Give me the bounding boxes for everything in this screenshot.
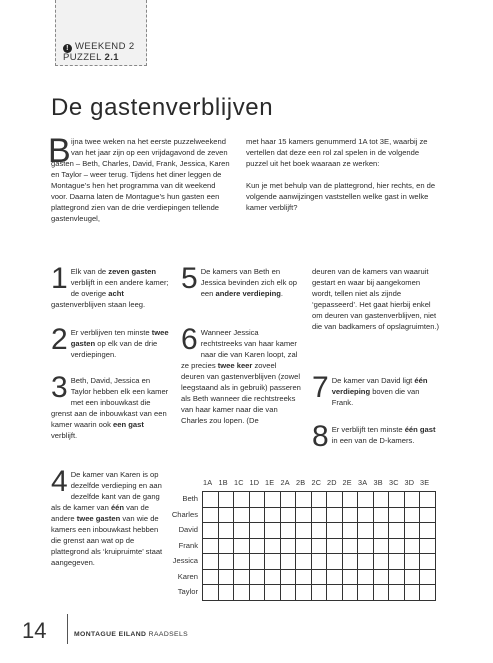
grid-cell[interactable] <box>296 492 312 508</box>
grid-cell[interactable] <box>280 523 296 539</box>
clue-3: 3 Beth, David, Jessica en Taylor hebben elk een kamer met een inbouwkast die grenst aan de inbouwkast van een kamer waarin ook een gast verblijft. <box>51 371 169 440</box>
intro-dropcap: B <box>48 132 71 170</box>
grid-cell[interactable] <box>265 569 281 585</box>
intro-paragraph-3: Kun je met behulp van de plattegrond, hier rechts, en de volgende aanwijzingen vaststellen welke gast in welke kamer verblijft? <box>246 181 436 212</box>
grid-cell[interactable] <box>265 538 281 554</box>
puzzle-tag-number: PUZZEL 2.1 <box>63 52 119 63</box>
clue-1-number: 1 <box>51 262 68 295</box>
grid-col-header: 1C <box>234 478 244 487</box>
grid-cell[interactable] <box>342 507 358 523</box>
footer-label: MONTAGUE EILAND RAADSELS <box>74 631 189 638</box>
grid-cell[interactable] <box>404 507 420 523</box>
grid-cell[interactable] <box>420 507 436 523</box>
grid-cell[interactable] <box>358 507 374 523</box>
grid-col-header: 3D <box>404 478 415 487</box>
grid-row-label: David <box>178 525 198 534</box>
grid-cell[interactable] <box>203 523 219 539</box>
grid-cell[interactable] <box>234 523 250 539</box>
info-icon: ! <box>63 44 72 53</box>
grid-cell[interactable] <box>404 569 420 585</box>
grid-cell[interactable] <box>373 538 389 554</box>
grid-cell[interactable] <box>358 554 374 570</box>
grid-cell[interactable] <box>280 569 296 585</box>
grid-cell[interactable] <box>203 554 219 570</box>
clue-8: 8 Er verblijft ten minste één gast in een van de D-kamers. <box>312 420 436 453</box>
grid-cell[interactable] <box>327 585 343 601</box>
grid-cell[interactable] <box>218 585 234 601</box>
grid-cell[interactable] <box>280 554 296 570</box>
grid-cell[interactable] <box>373 523 389 539</box>
grid-cell[interactable] <box>327 569 343 585</box>
grid-cell[interactable] <box>404 585 420 601</box>
intro-paragraph-2: met haar 15 kamers genummerd 1A tot 3E, waarbij ze vertellen dat deze een rol zal spelen in de volgende puzzel uit het boek waaraan ze werken: <box>246 137 428 168</box>
grid-cell[interactable] <box>218 523 234 539</box>
clue-8-number: 8 <box>312 420 329 453</box>
grid-row-label: Frank <box>178 540 198 550</box>
page-number: 14 <box>22 618 47 643</box>
footer-divider <box>67 614 68 644</box>
grid-cell[interactable] <box>249 507 265 523</box>
clue-6-continued: deuren van de kamers van waaruit gestart en waar bij aangekomen wordt, tellen niet als zijnde ‘gepasseerd’. Het gaat hierbij enkel om deuren van gastenverblijven, niet die van badkamers of opslagruimten.) <box>312 267 440 331</box>
grid-cell[interactable] <box>280 492 296 508</box>
grid-cell[interactable] <box>311 585 327 601</box>
grid-cell[interactable] <box>327 507 343 523</box>
grid-cell[interactable] <box>265 492 281 508</box>
grid-cell[interactable] <box>249 492 265 508</box>
grid-cell[interactable] <box>342 523 358 539</box>
grid-cell[interactable] <box>234 585 250 601</box>
grid-cell[interactable] <box>280 538 296 554</box>
grid-col-header: 2A <box>280 478 290 487</box>
grid-cell[interactable] <box>389 523 405 539</box>
grid-cell[interactable] <box>404 492 420 508</box>
grid-cell[interactable] <box>389 538 405 554</box>
clue-6-number: 6 <box>181 323 198 356</box>
grid-cell[interactable] <box>358 569 374 585</box>
grid-cell[interactable] <box>249 523 265 539</box>
grid-cell[interactable] <box>203 492 219 508</box>
grid-cell[interactable] <box>234 554 250 570</box>
clue-2: 2 Er verblijven ten minste twee gasten op elk van de drie verdiepingen. <box>51 323 169 359</box>
grid-cell[interactable] <box>265 585 281 601</box>
clue-3-number: 3 <box>51 371 68 404</box>
clue-7-number: 7 <box>312 371 329 404</box>
grid-row <box>203 523 436 539</box>
grid-cell[interactable] <box>311 507 327 523</box>
grid-row-label: Taylor <box>177 587 198 596</box>
grid-col-header: 1A <box>203 478 213 487</box>
grid-cell[interactable] <box>218 538 234 554</box>
grid-cell[interactable] <box>234 492 250 508</box>
grid-row-label: Charles <box>171 509 198 519</box>
puzzle-tag <box>55 0 147 66</box>
clue-4: 4 De kamer van Karen is op dezelfde verdieping en aan dezelfde kant van de gang als de kamer van één van de andere twee gasten van wie de kamers een inbouwkast hebben die grenst aan wat op de plattegrond als ‘kruipruimte’ staat aangegeven. <box>51 465 163 567</box>
grid-cell[interactable] <box>234 538 250 554</box>
grid-cell[interactable] <box>373 507 389 523</box>
grid-col-header: 1B <box>218 478 228 487</box>
grid-cell[interactable] <box>389 507 405 523</box>
grid-cell[interactable] <box>342 492 358 508</box>
grid-col-header: 2C <box>311 478 322 487</box>
grid-cell[interactable] <box>311 523 327 539</box>
grid-cell[interactable] <box>404 554 420 570</box>
grid-row <box>203 507 436 523</box>
grid-cell[interactable] <box>358 492 374 508</box>
grid-cell[interactable] <box>342 554 358 570</box>
grid-col-header: 3A <box>358 478 368 487</box>
grid-cell[interactable] <box>358 585 374 601</box>
grid-cell[interactable] <box>203 569 219 585</box>
grid-row <box>203 554 436 570</box>
grid-cell[interactable] <box>296 538 312 554</box>
grid-cell[interactable] <box>342 538 358 554</box>
grid-col-header: 3E <box>420 478 430 487</box>
grid-cell[interactable] <box>389 554 405 570</box>
grid-cell[interactable] <box>420 569 436 585</box>
grid-col-header: 3B <box>373 478 383 487</box>
grid-row <box>203 538 436 554</box>
grid-col-header: 2B <box>296 478 306 487</box>
intro-column-1 <box>51 136 234 224</box>
grid-cell[interactable] <box>327 523 343 539</box>
grid-cell[interactable] <box>389 492 405 508</box>
grid-cell[interactable] <box>404 523 420 539</box>
clue-5: 5 De kamers van Beth en Jessica bevinden zich elk op een andere verdieping. <box>181 262 297 298</box>
grid-cell[interactable] <box>280 507 296 523</box>
grid-cell[interactable] <box>311 554 327 570</box>
grid-cell[interactable] <box>249 569 265 585</box>
grid-cell[interactable] <box>249 554 265 570</box>
grid-cell[interactable] <box>358 523 374 539</box>
grid-col-header: 1D <box>249 478 260 487</box>
grid-cell[interactable] <box>218 554 234 570</box>
clue-6: 6 Wanneer Jessica rechtstreeks van haar kamer naar die van Karen loopt, zal ze precies twee keer zoveel deuren van gastenverblijven (zowel leegstaand als in gebruik) passeren als Beth wanneer die rechtstreeks van haar kamer naar die van Charles zou lopen. (De <box>181 323 301 425</box>
grid-row-label: Karen <box>177 571 198 581</box>
grid-cell[interactable] <box>420 492 436 508</box>
grid-cell[interactable] <box>296 523 312 539</box>
grid-cell[interactable] <box>420 554 436 570</box>
grid-cell[interactable] <box>296 554 312 570</box>
grid-cell[interactable] <box>218 492 234 508</box>
grid-cell[interactable] <box>218 569 234 585</box>
grid-cell[interactable] <box>342 585 358 601</box>
grid-row <box>203 492 436 508</box>
clue-4-number: 4 <box>51 465 68 498</box>
grid-cell[interactable] <box>420 538 436 554</box>
grid-cell[interactable] <box>327 538 343 554</box>
clue-2-number: 2 <box>51 323 68 356</box>
grid-cell[interactable] <box>218 507 234 523</box>
intro-column-2 <box>246 136 442 224</box>
grid-cell[interactable] <box>311 569 327 585</box>
grid-row <box>203 585 436 601</box>
grid-cell[interactable] <box>265 523 281 539</box>
grid-cell[interactable] <box>358 538 374 554</box>
clue-7: 7 De kamer van David ligt één verdieping boven die van Frank. <box>312 371 428 407</box>
grid-cell[interactable] <box>296 585 312 601</box>
grid-cell[interactable] <box>203 585 219 601</box>
grid-row-label: Beth <box>182 494 198 503</box>
grid-cell[interactable] <box>327 554 343 570</box>
intro-paragraph-1: ijna twee weken na het eerste puzzelweekend van het jaar zijn op een vrijdagavond de zeven gasten – Beth, Charles, David, Frank, Jessica, Karen en Taylor – weer terug. Tijdens het diner leggen de Montague’s hen het programma van dit weekend voor. Daarna laten de Montague’s hun gasten een plattegrond zien van de drie verdiepingen tellende gastenvleugel, <box>51 137 230 223</box>
grid-cell[interactable] <box>249 538 265 554</box>
puzzle-tag-weekend: ! WEEKEND 2 <box>63 41 135 53</box>
page-title: De gastenverblijven <box>51 94 274 121</box>
grid-cell[interactable] <box>234 569 250 585</box>
grid-cell[interactable] <box>265 554 281 570</box>
grid-cell[interactable] <box>373 569 389 585</box>
grid-col-header: 2D <box>327 478 337 487</box>
solution-grid <box>202 491 436 601</box>
grid-cell[interactable] <box>203 507 219 523</box>
clue-1: 1 Elk van de zeven gasten verblijft in een andere kamer; de overige acht gastenverblijven staan leeg. <box>51 262 169 309</box>
grid-cell[interactable] <box>234 507 250 523</box>
grid-cell[interactable] <box>404 538 420 554</box>
grid-cell[interactable] <box>389 585 405 601</box>
grid-col-header: 2E <box>342 478 352 487</box>
grid-cell[interactable] <box>420 523 436 539</box>
grid-cell[interactable] <box>311 492 327 508</box>
grid-row-label: Jessica <box>172 556 198 565</box>
grid-cell[interactable] <box>280 585 296 601</box>
grid-cell[interactable] <box>203 538 219 554</box>
grid-cell[interactable] <box>249 585 265 601</box>
grid-cell[interactable] <box>265 507 281 523</box>
grid-cell[interactable] <box>420 585 436 601</box>
grid-cell[interactable] <box>296 507 312 523</box>
grid-cell[interactable] <box>373 554 389 570</box>
grid-col-header: 1E <box>265 478 275 487</box>
grid-cell[interactable] <box>311 538 327 554</box>
grid-row <box>203 569 436 585</box>
grid-cell[interactable] <box>373 492 389 508</box>
clue-5-number: 5 <box>181 262 198 295</box>
grid-cell[interactable] <box>373 585 389 601</box>
grid-cell[interactable] <box>342 569 358 585</box>
grid-cell[interactable] <box>389 569 405 585</box>
grid-col-header: 3C <box>389 478 399 487</box>
grid-cell[interactable] <box>327 492 343 508</box>
grid-cell[interactable] <box>296 569 312 585</box>
